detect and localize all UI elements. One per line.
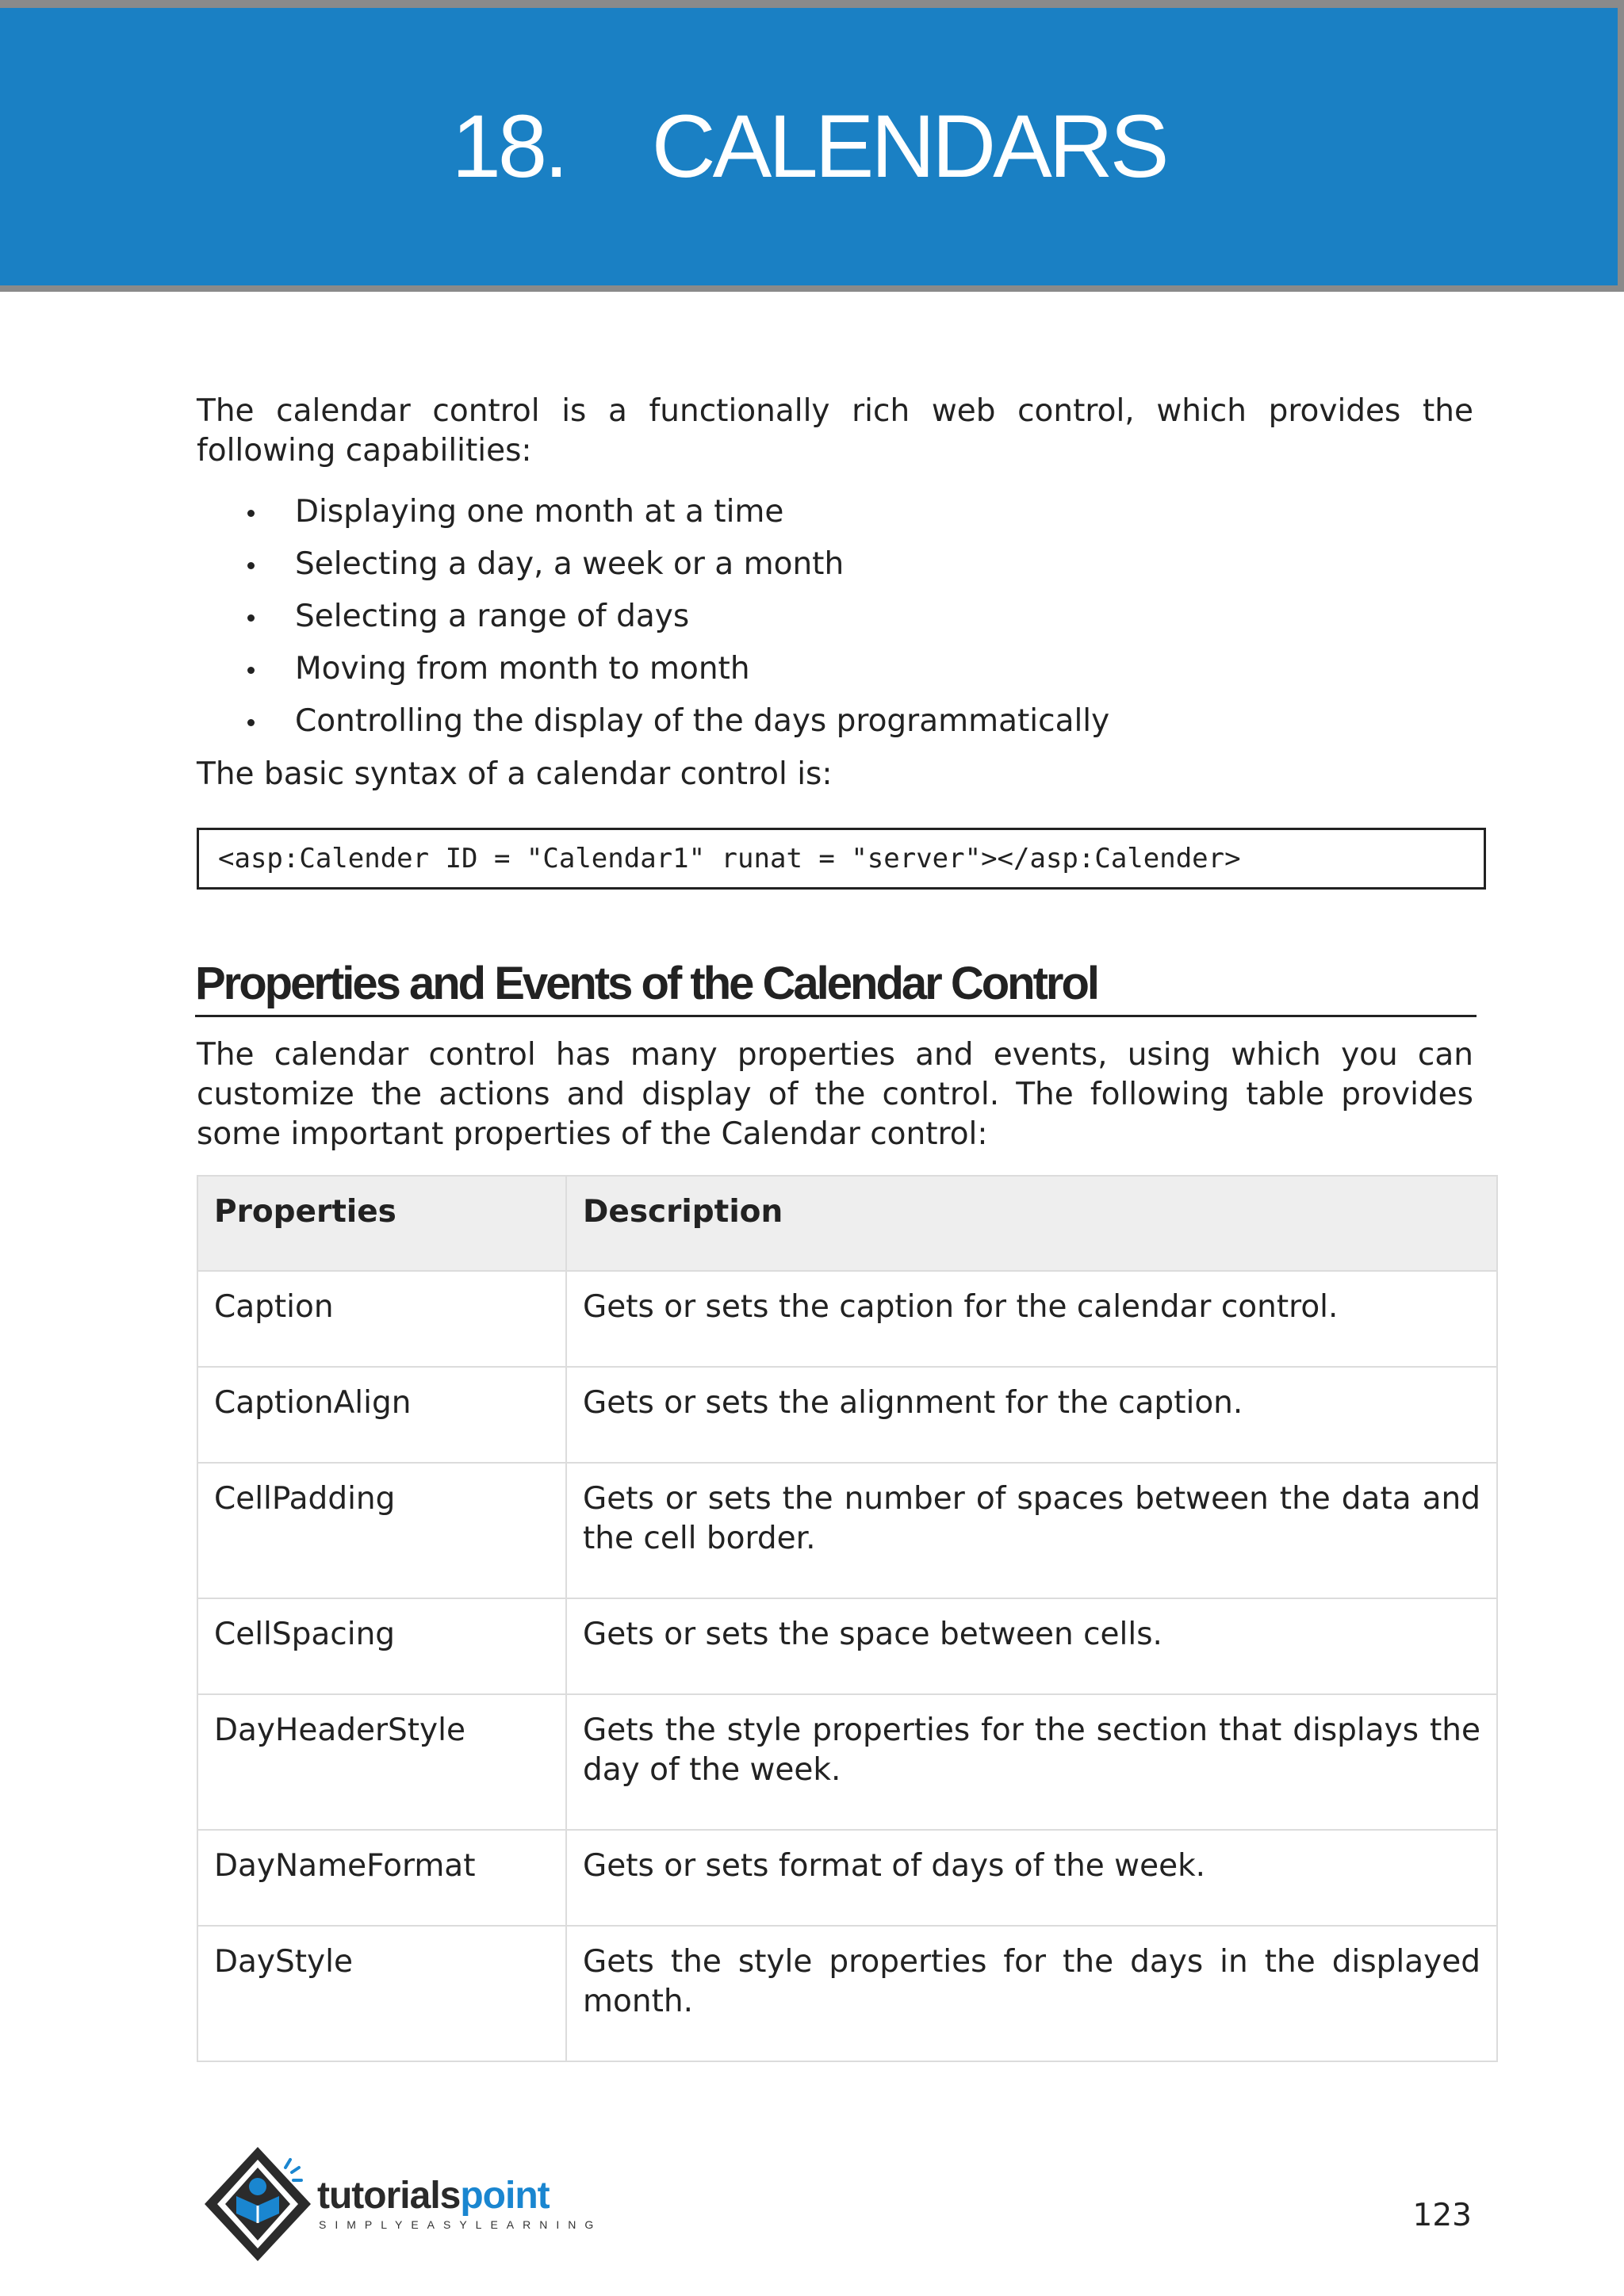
table-row: [197, 1694, 1497, 1830]
table-row: [197, 1926, 1497, 2061]
logo-wordmark: [317, 2174, 550, 2218]
description-cell: Gets or sets the space between cells.: [566, 1598, 1497, 1694]
list-item: Moving from month to month: [197, 643, 1109, 695]
description-cell: Gets or sets the alignment for the caption.: [566, 1367, 1497, 1463]
logo-emblem-icon: [198, 2141, 317, 2267]
capabilities-list: [197, 486, 1109, 748]
chapter-name: CALENDARS: [651, 97, 1166, 196]
section-heading: Properties and Events of the Calendar Control: [195, 955, 1477, 1017]
page-number: 123: [1412, 2198, 1472, 2233]
table-row: [197, 1598, 1497, 1694]
property-cell: CaptionAlign: [197, 1367, 566, 1463]
tutorialspoint-logo: [198, 2141, 619, 2267]
chapter-banner: [0, 8, 1624, 292]
top-border-line: [0, 0, 1624, 8]
list-item: Displaying one month at a time: [197, 486, 1109, 538]
chapter-title: [0, 91, 1618, 202]
property-cell: CellPadding: [197, 1463, 566, 1598]
logo-word-tutorials: tutorials: [317, 2175, 461, 2217]
description-cell: Gets or sets format of days of the week.: [566, 1830, 1497, 1926]
table-row: [197, 1271, 1497, 1367]
syntax-intro: The basic syntax of a calendar control is:: [197, 756, 833, 792]
section-intro-paragraph: The calendar control has many properties and events, using which you can customize the actions and display of the control. The following table provides some important properties of the Calendar control:: [197, 1037, 1473, 1152]
chapter-number: 18.: [451, 97, 566, 196]
header-description: Description: [566, 1176, 1497, 1271]
description-cell: Gets or sets the number of spaces between the data and the cell border.: [566, 1463, 1497, 1598]
table-row: [197, 1830, 1497, 1926]
header-properties: Properties: [197, 1176, 566, 1271]
property-cell: DayHeaderStyle: [197, 1694, 566, 1830]
table-row: [197, 1463, 1497, 1598]
table-row: [197, 1367, 1497, 1463]
property-cell: Caption: [197, 1271, 566, 1367]
properties-table: [197, 1175, 1498, 2062]
property-cell: DayNameFormat: [197, 1830, 566, 1926]
description-cell: Gets or sets the caption for the calendar control.: [566, 1271, 1497, 1367]
intro-paragraph: The calendar control is a functionally rich web control, which provides the following capabilities:: [197, 393, 1473, 469]
list-item: Selecting a day, a week or a month: [197, 538, 1109, 591]
list-item: Controlling the display of the days programmatically: [197, 695, 1109, 748]
table-header-row: [197, 1176, 1497, 1271]
property-cell: DayStyle: [197, 1926, 566, 2061]
property-cell: CellSpacing: [197, 1598, 566, 1694]
logo-tagline: SIMPLYEASYLEARNING: [319, 2218, 603, 2231]
code-block: <asp:Calender ID = "Calendar1" runat = "server"></asp:Calender>: [197, 828, 1486, 890]
list-item: Selecting a range of days: [197, 591, 1109, 643]
logo-word-point: point: [460, 2175, 550, 2217]
description-cell: Gets the style properties for the days in the displayed month.: [566, 1926, 1497, 2061]
description-cell: Gets the style properties for the section that displays the day of the week.: [566, 1694, 1497, 1830]
